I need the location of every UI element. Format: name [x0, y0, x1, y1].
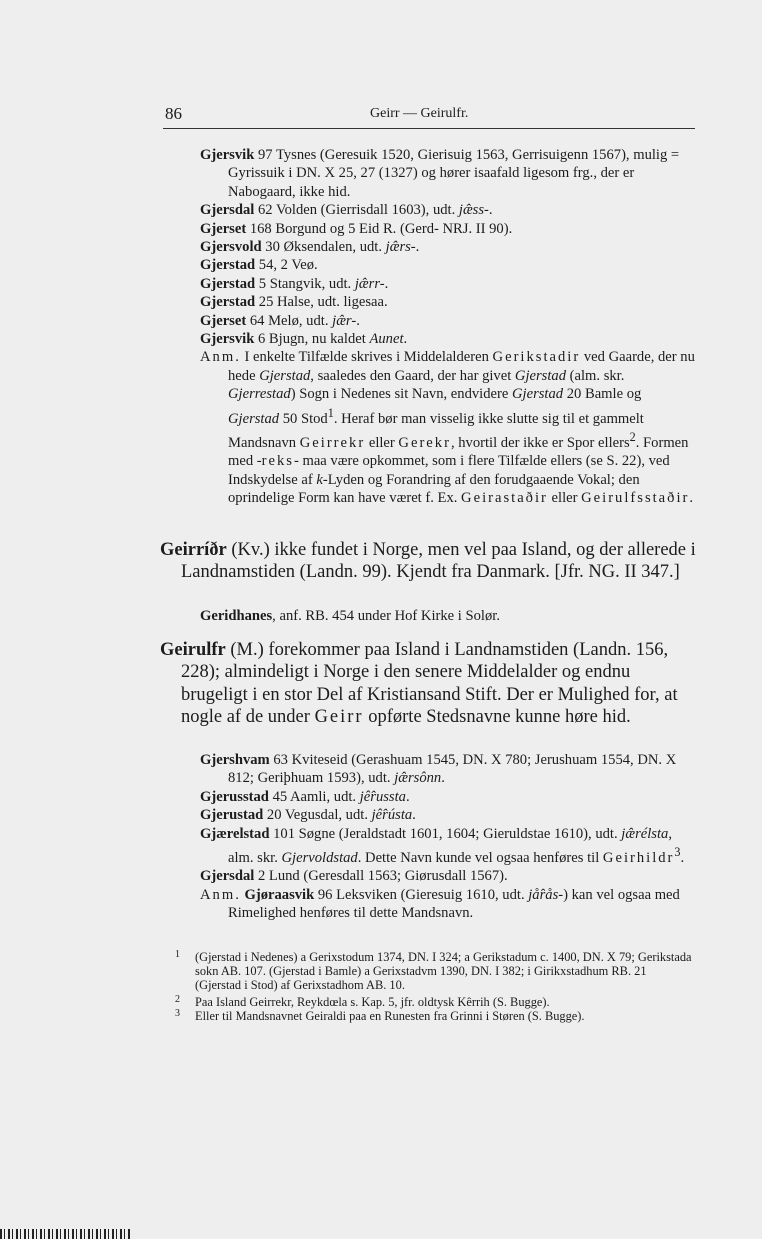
footnote: 3 Eller til Mandsnavnet Geiraldi paa en Runesten fra Grinni i Støren (S. Bugge). [175, 1007, 585, 1023]
footnote: 2 Paa Island Geirrekr, Reykdœla s. Kap. 5, jfr. oldtysk Kêrrih (S. Bugge). [175, 993, 550, 1009]
page-number: 86 [165, 104, 182, 123]
footnote-ref: 1 [327, 405, 334, 420]
entry: Gjerusstad 45 Aamli, udt. jê̂russta. [200, 788, 410, 805]
entry: Gjerset 168 Borgund og 5 Eid R. (Gerd- NRJ. II 90). [200, 220, 513, 237]
entry: Gjersdal 2 Lund (Geresdall 1563; Giørusdall 1567). [200, 868, 508, 885]
running-title: Geirr — Geirulfr. [370, 106, 469, 121]
entry: Gjerstad 54, 2 Veø. [200, 257, 318, 274]
scan-barcode-strip [0, 1229, 130, 1239]
gjer-entries-2 [200, 751, 695, 923]
footnote-ref: 3 [674, 845, 681, 860]
entry: Gjerstad 25 Halse, udt. ligesaa. [200, 294, 388, 311]
entry: Gjærelstad 101 Søgne (Jeraldstadt 1601, 1604; Gieruldstae 1610), udt. jæ̂rélsta, alm. skr. Gjervoldstad. Dette Navn kunde vel ogsaa henføres til Geirhildr$^3$. [200, 825, 685, 866]
entry: Gjershvam 63 Kviteseid (Gerashuam 1545, DN. X 780; Jerushuam 1554, DN. X 812; Geriþhuam 1593), udt. jæ̂rsônn. [200, 752, 677, 787]
entry: Gjersdal 62 Volden (Gierrisdall 1603), udt. jæ̂ss-. [200, 202, 493, 219]
annotation-1: Anm. I enkelte Tilfælde skrives i Middelalderen Gerikstadir ved Gaarde, der nu hede Gjerstad, saaledes den Gaard, der har givet Gjerstad (alm. skr. Gjerrestad) Sogn i Nedenes sit Navn, endvidere Gjerstad 20 Bamle og Gjerstad 50 Stod$^1$. Heraf bør man visselig ikke slutte sig til et gammelt Mandsnavn Geirrekr eller Gerekr, hvortil der ikke er Spor ellers$^2$. Formen med -reks- maa være opkommet, som i flere Tilfælde ellers (se S. 22), ved Indskydelse af k-Lyden og Forandring af den forudgaaende Vokal; den oprindelige Form kan have været f. Ex. Geirastaðir eller Geirulfsstaðir. [200, 349, 695, 507]
headword: Geirríðr [160, 540, 227, 560]
geirridr-entry: Geirríðr (Kv.) ikke fundet i Norge, men vel paa Island, og der allerede i Landnamstiden (Landn. 99). Kjendt fra Danmark. [Jfr. NG. II 347.] [160, 540, 696, 583]
gjer-entries-1 [200, 146, 695, 507]
entry: Gjerustad 20 Vegusdal, udt. jê̂rústa. [200, 807, 416, 824]
header-rule [163, 128, 695, 129]
entry: Gjersvik 6 Bjugn, nu kaldet Aunet. [200, 331, 408, 348]
footnote-ref: 2 [629, 429, 636, 444]
entry: Gjerstad 5 Stangvik, udt. jæ̂rr-. [200, 275, 389, 292]
footnote: 1 (Gjerstad i Nedenes) a Gerixstodum 1374, DN. I 324; a Gerikstadum c. 1400, DN. X 79; Gerikstada sokn AB. 107. (Gjerstad i Bamle) a Gerixstadvm 1390, DN. I 382; i Girikxstadhum RB. 21 (Gjerstad i Stod) af Gerixstadhom AB. 10. [175, 949, 692, 993]
annotation-2: Anm. Gjøraasvik 96 Leksviken (Gieresuig 1610, udt. jå̂rås-) kan vel ogsaa med Rimelighed henføres til dette Mandsnavn. [200, 886, 680, 922]
entry-name: Gjersvik [200, 147, 255, 163]
footnotes [175, 950, 695, 1023]
geirulfr-entry: Geirulfr (M.) forekommer paa Island i Landnamstiden (Landn. 156, 228); almindeligt i Norge i den senere Middelalder og endnu brugeligt i en stor Del af Kristiansand Stift. Der er Mulighed for, at nogle af de under Geirr opførte Stedsnavne kunne høre hid. [160, 640, 678, 727]
entry: Gjersvik 97 Tysnes (Geresuik 1520, Gierisuig 1563, Gerrisuigenn 1567), mulig = Gyrissuik i DN. X 25, 27 (1327) og hører isaafald ligesom frg., der er Nabogaard, ikke hid. [200, 147, 680, 200]
running-header [165, 104, 695, 126]
entry: Gjersvold 30 Øksendalen, udt. jæ̂rs-. [200, 239, 420, 256]
entry: Gjerset 64 Melø, udt. jæ̂r-. [200, 312, 360, 329]
geridhanes-entry: Geridhanes, anf. RB. 454 under Hof Kirke i Solør. [200, 608, 500, 624]
headword: Geirulfr [160, 640, 226, 660]
